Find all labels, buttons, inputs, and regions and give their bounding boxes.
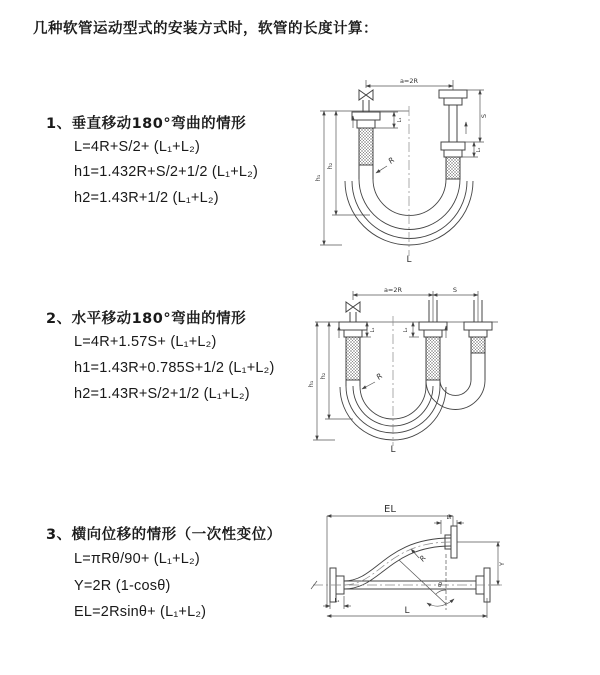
valve-icon (346, 302, 360, 312)
braid-section (346, 337, 360, 380)
formula-offset: Y=2R (1-cosθ) (74, 578, 171, 594)
braid-section (426, 337, 440, 380)
dim-label-fitting-left: L₁ (397, 117, 403, 123)
dim-label-height-inner: h₂ (326, 162, 334, 170)
dim-label-length: L (404, 606, 410, 616)
dim-label-span: a=2R (383, 286, 403, 294)
dim-label-fitting-right: L₂ (476, 147, 482, 153)
formula-h1: h1=1.43R+0.785S+1/2 (L₁+L₂) (74, 360, 275, 376)
dim-label-angle: θ (438, 581, 442, 589)
braid-section (471, 337, 485, 353)
dim-label-height-outer: h₁ (314, 174, 322, 182)
diagram-horizontal-180-bend (303, 276, 600, 466)
dim-label-length: L (406, 255, 412, 265)
dim-label-radius: R (374, 371, 385, 382)
dim-label-length: L (390, 445, 396, 455)
dim-label-radius: R (386, 155, 397, 166)
section-3-heading: 3、横向位移的情形（一次性变位） (46, 527, 282, 543)
formula-h2: h2=1.43R+1/2 (L₁+L₂) (74, 190, 219, 206)
dim-label-fitting-left: L₁ (370, 327, 376, 333)
flange-plate (451, 526, 457, 558)
dim-label-span: a=2R (399, 77, 419, 85)
dim-label-height-outer: h₁ (307, 380, 315, 388)
dim-label-fitting-top: L₁ (446, 515, 452, 521)
braid-section (359, 128, 373, 165)
dim-label-radius: R (417, 553, 428, 564)
formula-length: L=4R+1.57S+ (L₁+L₂) (74, 334, 217, 350)
formula-length: L=4R+S/2+ (L₁+L₂) (74, 139, 200, 155)
formula-h1: h1=1.432R+S/2+1/2 (L₁+L₂) (74, 164, 259, 180)
dim-label-stroke: S (452, 286, 458, 294)
braid-section (446, 157, 460, 179)
page-title: 几种软管运动型式的安装方式时，软管的长度计算： (33, 21, 378, 37)
dim-label-fitting-right: L₂ (403, 327, 409, 333)
formula-length: L=πRθ/90+ (L₁+L₂) (74, 551, 200, 567)
section-2-heading: 2、水平移动180°弯曲的情形 (46, 311, 247, 327)
section-1-heading: 1、垂直移动180°弯曲的情形 (46, 116, 247, 132)
dim-label-height-inner: h₂ (319, 372, 327, 380)
formula-h2: h2=1.43R+S/2+1/2 (L₁+L₂) (74, 386, 250, 402)
dim-label-el: EL (384, 504, 396, 515)
diagram-lateral-displacement (297, 496, 600, 646)
hose-u-bend (340, 380, 485, 440)
diagram-vertical-180-bend (308, 64, 598, 269)
dim-label-fitting-bottom: L₁ (334, 598, 340, 604)
valve-icon (359, 90, 373, 100)
formula-el: EL=2Rsinθ+ (L₁+L₂) (74, 604, 207, 620)
dim-label-offset: Y (498, 562, 506, 566)
dim-label-stroke: S (480, 113, 488, 119)
